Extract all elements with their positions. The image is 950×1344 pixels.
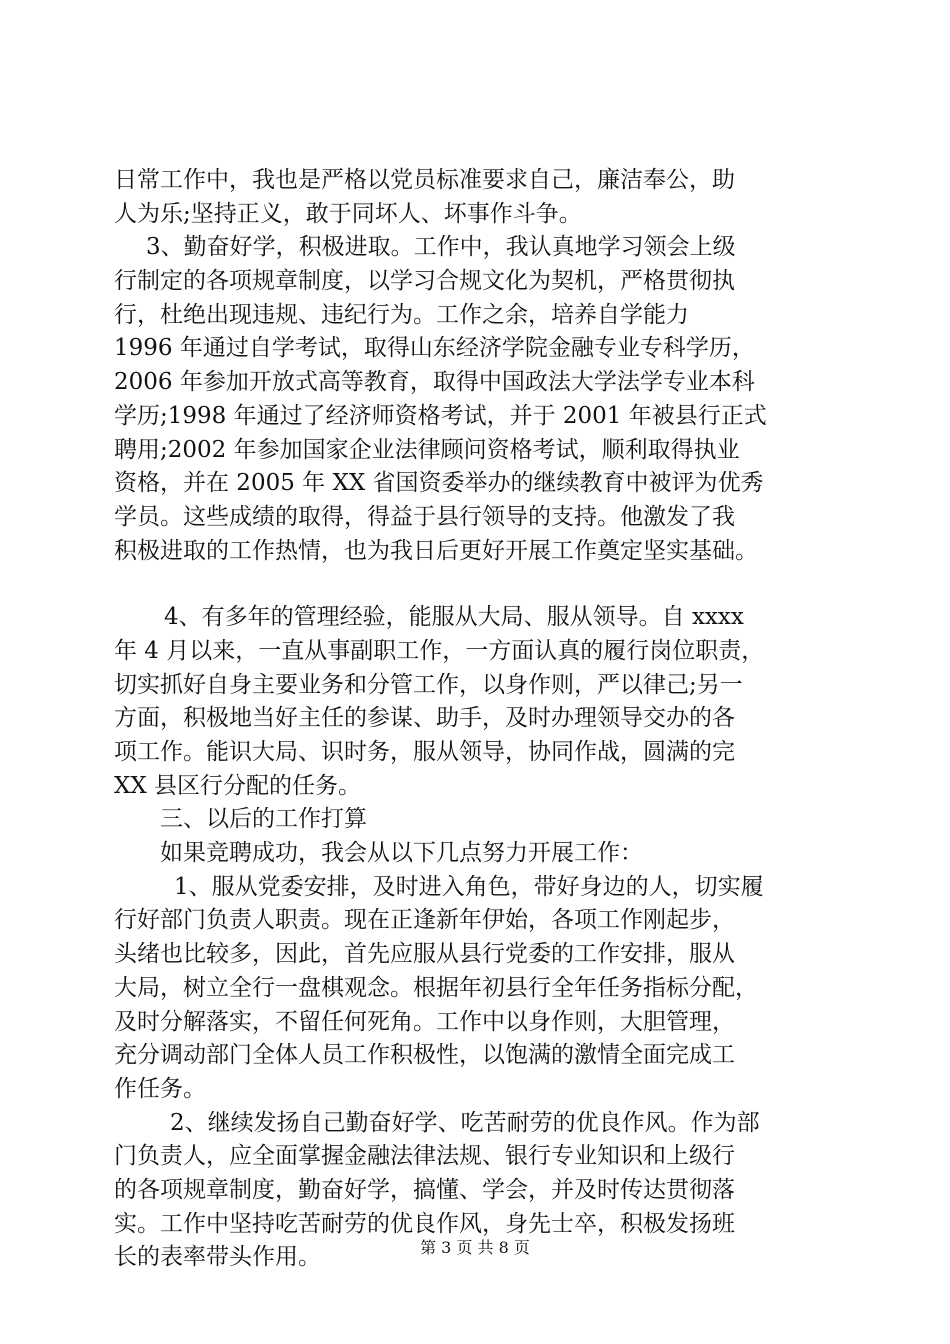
section-intro: 如果竞聘成功，我会从以下几点努力开展工作：: [160, 840, 643, 867]
text-line: 学员。这些成绩的取得，得益于县行领导的支持。他激发了我: [114, 503, 735, 530]
text-line: 头绪也比较多，因此，首先应服从县行党委的工作安排，服从: [114, 941, 735, 968]
text-line: 门负责人，应全面掌握金融法律法规、银行专业知识和上级行: [114, 1143, 735, 1170]
section-heading: 三、以后的工作打算: [160, 806, 367, 833]
text-line: 充分调动部门全体人员工作积极性，以饱满的激情全面完成工: [114, 1042, 735, 1069]
text-line: 长的表率带头作用。: [114, 1244, 321, 1271]
page-number-footer: 第 3 页 共 8 页: [420, 1238, 530, 1257]
text-line: 实。工作中坚持吃苦耐劳的优良作风，身先士卒，积极发扬班: [114, 1210, 735, 1237]
text-line: 1996 年通过自学考试，取得山东经济学院金融专业专科学历，: [114, 335, 755, 362]
text-line: XX 县区行分配的任务。: [114, 772, 362, 799]
text-line: 资格，并在 2005 年 XX 省国资委举办的继续教育中被评为优秀: [114, 470, 764, 497]
text-line: 项工作。能识大局、识时务，服从领导，协同作战，圆满的完: [114, 739, 735, 765]
text-line: 方面，积极地当好主任的参谋、助手，及时办理领导交办的各: [114, 705, 735, 732]
text-line: 大局，树立全行一盘棋观念。根据年初县行全年任务指标分配，: [114, 974, 758, 1001]
text-line: 作任务。: [114, 1075, 206, 1102]
text-line: 行制定的各项规章制度，以学习合规文化为契机，严格贯彻执: [114, 268, 735, 295]
text-line: 4、有多年的管理经验，能服从大局、服从领导。自 xxxx: [164, 604, 744, 631]
text-line: 及时分解落实，不留任何死角。工作中以身作则，大胆管理，: [114, 1008, 735, 1035]
text-line: 切实抓好自身主要业务和分管工作，以身作则，严以律己;另一: [114, 671, 743, 698]
text-line: 学历;1998 年通过了经济师资格考试，并于 2001 年被县行正式: [114, 402, 767, 429]
text-line: 1、服从党委安排，及时进入角色，带好身边的人，切实履: [174, 873, 764, 900]
text-line: 行，杜绝出现违规、违纪行为。工作之余，培养自学能力: [114, 301, 689, 328]
text-line: 积极进取的工作热情，也为我日后更好开展工作奠定坚实基础。: [114, 537, 758, 564]
text-line: 2、继续发扬自己勤奋好学、吃苦耐劳的优良作风。作为部: [170, 1109, 760, 1136]
document-body: [114, 164, 854, 1275]
paragraph-1: [114, 164, 854, 231]
paragraph-item-4: [114, 601, 854, 803]
text-line: 人为乐;坚持正义，敢于同坏人、坏事作斗争。: [114, 200, 582, 227]
text-line: 聘用;2002 年参加国家企业法律顾问资格考试，顺利取得执业: [114, 436, 740, 463]
text-line: 行好部门负责人职责。现在正逢新年伊始，各项工作刚起步，: [114, 907, 735, 934]
text-line: 年 4 月以来，一直从事副职工作，一方面认真的履行岗位职责，: [114, 637, 765, 664]
text-line: 3、勤奋好学，积极进取。工作中，我认真地学习领会上级: [146, 234, 736, 261]
text-line: 日常工作中，我也是严格以党员标准要求自己，廉洁奉公，助: [114, 167, 735, 193]
paragraph-item-3: [114, 231, 854, 568]
paragraph-spacer: [114, 568, 854, 601]
text-line: 的各项规章制度，勤奋好学，搞懂、学会，并及时传达贯彻落: [114, 1176, 735, 1203]
plan-item-1: [114, 871, 854, 1107]
text-line: 2006 年参加开放式高等教育，取得中国政法大学法学专业本科: [114, 369, 755, 396]
